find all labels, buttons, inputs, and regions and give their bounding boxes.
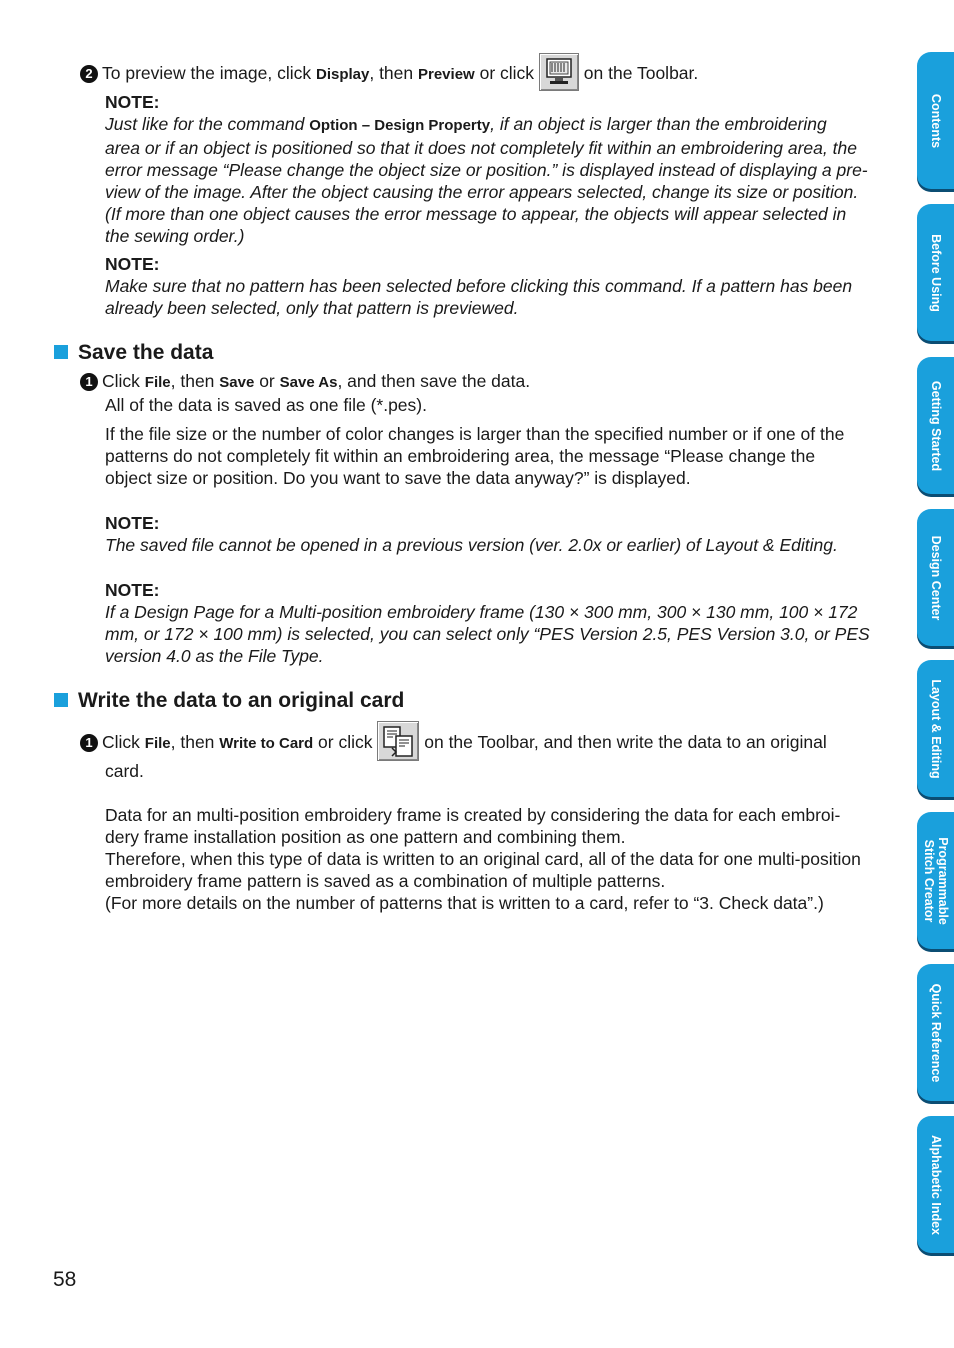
menu-file: File: [144, 735, 171, 752]
note-text: Just like for the command Option – Design Property, if an object is larger than the embroidering area or if an object is positioned so that it does not completely fit within an embroidering area, the error message “Please change the object size or position.” is displayed instead of displaying a pre- view of the image. After the object causing the error appears selected, change its size or position. (If more than one object causes the error message to appear, the objects will appear selected in the sewing order.): [105, 114, 868, 246]
tab-alphabetic-index[interactable]: Alphabetic Index: [917, 1116, 954, 1253]
write-paragraph: Data for an multi-position embroidery frame is created by considering the data for each embroi- dery frame installation position as one pattern and combining them. Therefore, when this type of data is written to an original card, all of the data for one multi-position embroidery frame pattern is saved as a combination of multiple patterns. (For more details on the number of patterns that is written to a card, refer to “3. Check data”.): [105, 805, 861, 913]
save-paragraph: If the file size or the number of color changes is larger than the specified number or if one of the patterns do not completely fit within an embroidering area, the message “Please change the object size or position. Do you want to save the data anyway?” is displayed.: [105, 424, 845, 488]
menu-write-to-card: Write to Card: [219, 735, 314, 752]
write-step-cont: card.: [105, 761, 144, 781]
note-text: If a Design Page for a Multi-position embroidery frame (130 × 300 mm, 300 × 130 mm, 100 × 172 mm, or 172 × 100 mm) is selected, you can select only “PES Version 2.5, PES Version 3.0, or PES version 4.0 as the File Type.: [105, 602, 870, 666]
note-text: Make sure that no pattern has been selected before clicking this command. If a pattern has been already been selected, only that pattern is previewed.: [105, 276, 853, 318]
section-heading-save: Save the data: [54, 340, 213, 366]
step-number: 1: [80, 734, 98, 752]
note-label: NOTE:: [105, 513, 160, 533]
menu-save: Save: [219, 374, 255, 391]
menu-preview: Preview: [418, 66, 475, 83]
tab-before-using[interactable]: Before Using: [917, 204, 954, 341]
write-to-card-icon[interactable]: [377, 721, 419, 761]
step-number: 1: [80, 373, 98, 391]
write-step: 1 Click File, then Write to Card or click on the Toolbar, and then write the data to an original: [80, 722, 920, 764]
section-heading-write: Write the data to an original card: [54, 688, 404, 714]
tab-contents[interactable]: Contents: [917, 52, 954, 189]
save-step: 1 Click File, then Save or Save As, and then save the data.: [80, 370, 920, 394]
menu-display: Display: [315, 66, 370, 83]
menu-file: File: [144, 374, 171, 391]
tab-layout-editing[interactable]: Layout & Editing: [917, 660, 954, 797]
note-label: NOTE:: [105, 580, 160, 600]
page-number: 58: [53, 1268, 77, 1291]
note-label: NOTE:: [105, 254, 160, 274]
tab-getting-started[interactable]: Getting Started: [917, 357, 954, 494]
menu-save-as: Save As: [279, 374, 338, 391]
square-bullet-icon: [54, 693, 68, 707]
tab-quick-reference[interactable]: Quick Reference: [917, 964, 954, 1101]
menu-option-design-property: Option – Design Property: [309, 117, 491, 134]
step-number: 2: [80, 65, 98, 83]
preview-monitor-icon[interactable]: [539, 53, 579, 91]
tab-design-center[interactable]: Design Center: [917, 509, 954, 646]
tab-programmable-stitch-creator[interactable]: Programmable Stitch Creator: [917, 812, 954, 949]
note-text: The saved file cannot be opened in a previous version (ver. 2.0x or earlier) of Layout & Editing.: [105, 535, 838, 555]
square-bullet-icon: [54, 345, 68, 359]
note-label: NOTE:: [105, 92, 160, 112]
save-info: All of the data is saved as one file (*.pes).: [105, 395, 427, 415]
preview-step: 2 To preview the image, click Display, then Preview or click on the Toolbar.: [80, 54, 920, 94]
